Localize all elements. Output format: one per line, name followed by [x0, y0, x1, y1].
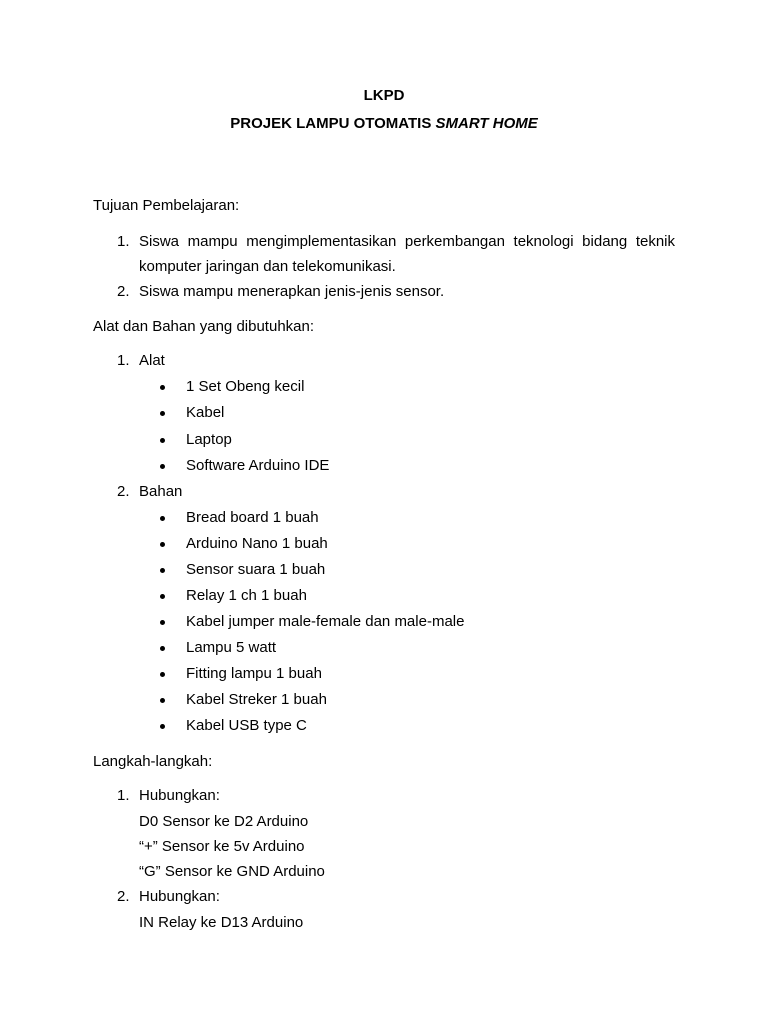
tujuan-item-2-text: Siswa mampu menerapkan jenis-jenis sensor.	[139, 283, 445, 300]
bahan-label: Bahan	[139, 483, 183, 500]
bahan-label-row	[117, 483, 675, 501]
list-item: Laptop	[160, 431, 232, 449]
document-title: LKPD	[363, 87, 405, 104]
step-1-line: “G” Sensor ke GND Arduino	[139, 863, 325, 880]
bullet-icon	[160, 385, 165, 390]
bullet-icon	[160, 411, 165, 416]
list-item: Kabel Streker 1 buah	[160, 691, 327, 709]
tujuan-heading: Tujuan Pembelajaran:	[93, 197, 240, 214]
langkah-heading: Langkah-langkah:	[93, 753, 213, 770]
bullet-icon	[160, 516, 165, 521]
bullet-icon	[160, 568, 165, 573]
alat-bahan-heading: Alat dan Bahan yang dibutuhkan:	[93, 318, 315, 335]
bullet-icon	[160, 594, 165, 599]
list-item: Kabel USB type C	[160, 717, 307, 735]
step-1-label: Hubungkan:	[139, 787, 220, 804]
alat-label: Alat	[139, 352, 165, 369]
step-2-row	[117, 888, 675, 906]
subtitle-italic: SMART HOME	[435, 115, 538, 132]
list-item: 1 Set Obeng kecil	[160, 378, 304, 396]
tujuan-item-1-line1: Siswa mampu mengimplementasikan perkembangan teknologi bidang teknik	[139, 233, 675, 250]
bullet-icon	[160, 438, 165, 443]
step-1-row	[117, 787, 675, 805]
tujuan-item-1-cont	[117, 258, 675, 276]
tujuan-item-1	[117, 233, 675, 251]
step-2-label: Hubungkan:	[139, 888, 220, 905]
step-1-number: 1.	[117, 787, 130, 804]
alat-number: 1.	[117, 352, 130, 369]
bullet-icon	[160, 542, 165, 547]
list-item: Software Arduino IDE	[160, 457, 329, 475]
list-item: Fitting lampu 1 buah	[160, 665, 322, 683]
bullet-icon	[160, 672, 165, 677]
step-2-number: 2.	[117, 888, 130, 905]
bullet-icon	[160, 464, 165, 469]
alat-label-row	[117, 352, 675, 370]
list-item: Arduino Nano 1 buah	[160, 535, 328, 553]
tujuan-item-1-line2: komputer jaringan dan telekomunikasi.	[139, 258, 396, 275]
list-item: Relay 1 ch 1 buah	[160, 587, 307, 605]
bullet-icon	[160, 620, 165, 625]
tujuan-item-2-number: 2.	[117, 283, 130, 300]
bullet-icon	[160, 698, 165, 703]
step-1-line: “+” Sensor ke 5v Arduino	[139, 838, 305, 855]
document-subtitle	[0, 115, 768, 133]
tujuan-item-1-number: 1.	[117, 233, 130, 250]
list-item: Bread board 1 buah	[160, 509, 319, 527]
list-item: Lampu 5 watt	[160, 639, 276, 657]
list-item: Kabel	[160, 404, 224, 422]
list-item: Kabel jumper male-female dan male-male	[160, 613, 464, 631]
list-item: Sensor suara 1 buah	[160, 561, 325, 579]
subtitle-main: PROJEK LAMPU OTOMATIS	[230, 115, 436, 132]
tujuan-item-2	[117, 283, 675, 301]
step-2-line: IN Relay ke D13 Arduino	[139, 914, 304, 931]
step-1-line: D0 Sensor ke D2 Arduino	[139, 813, 309, 830]
bahan-number: 2.	[117, 483, 130, 500]
bullet-icon	[160, 724, 165, 729]
bullet-icon	[160, 646, 165, 651]
